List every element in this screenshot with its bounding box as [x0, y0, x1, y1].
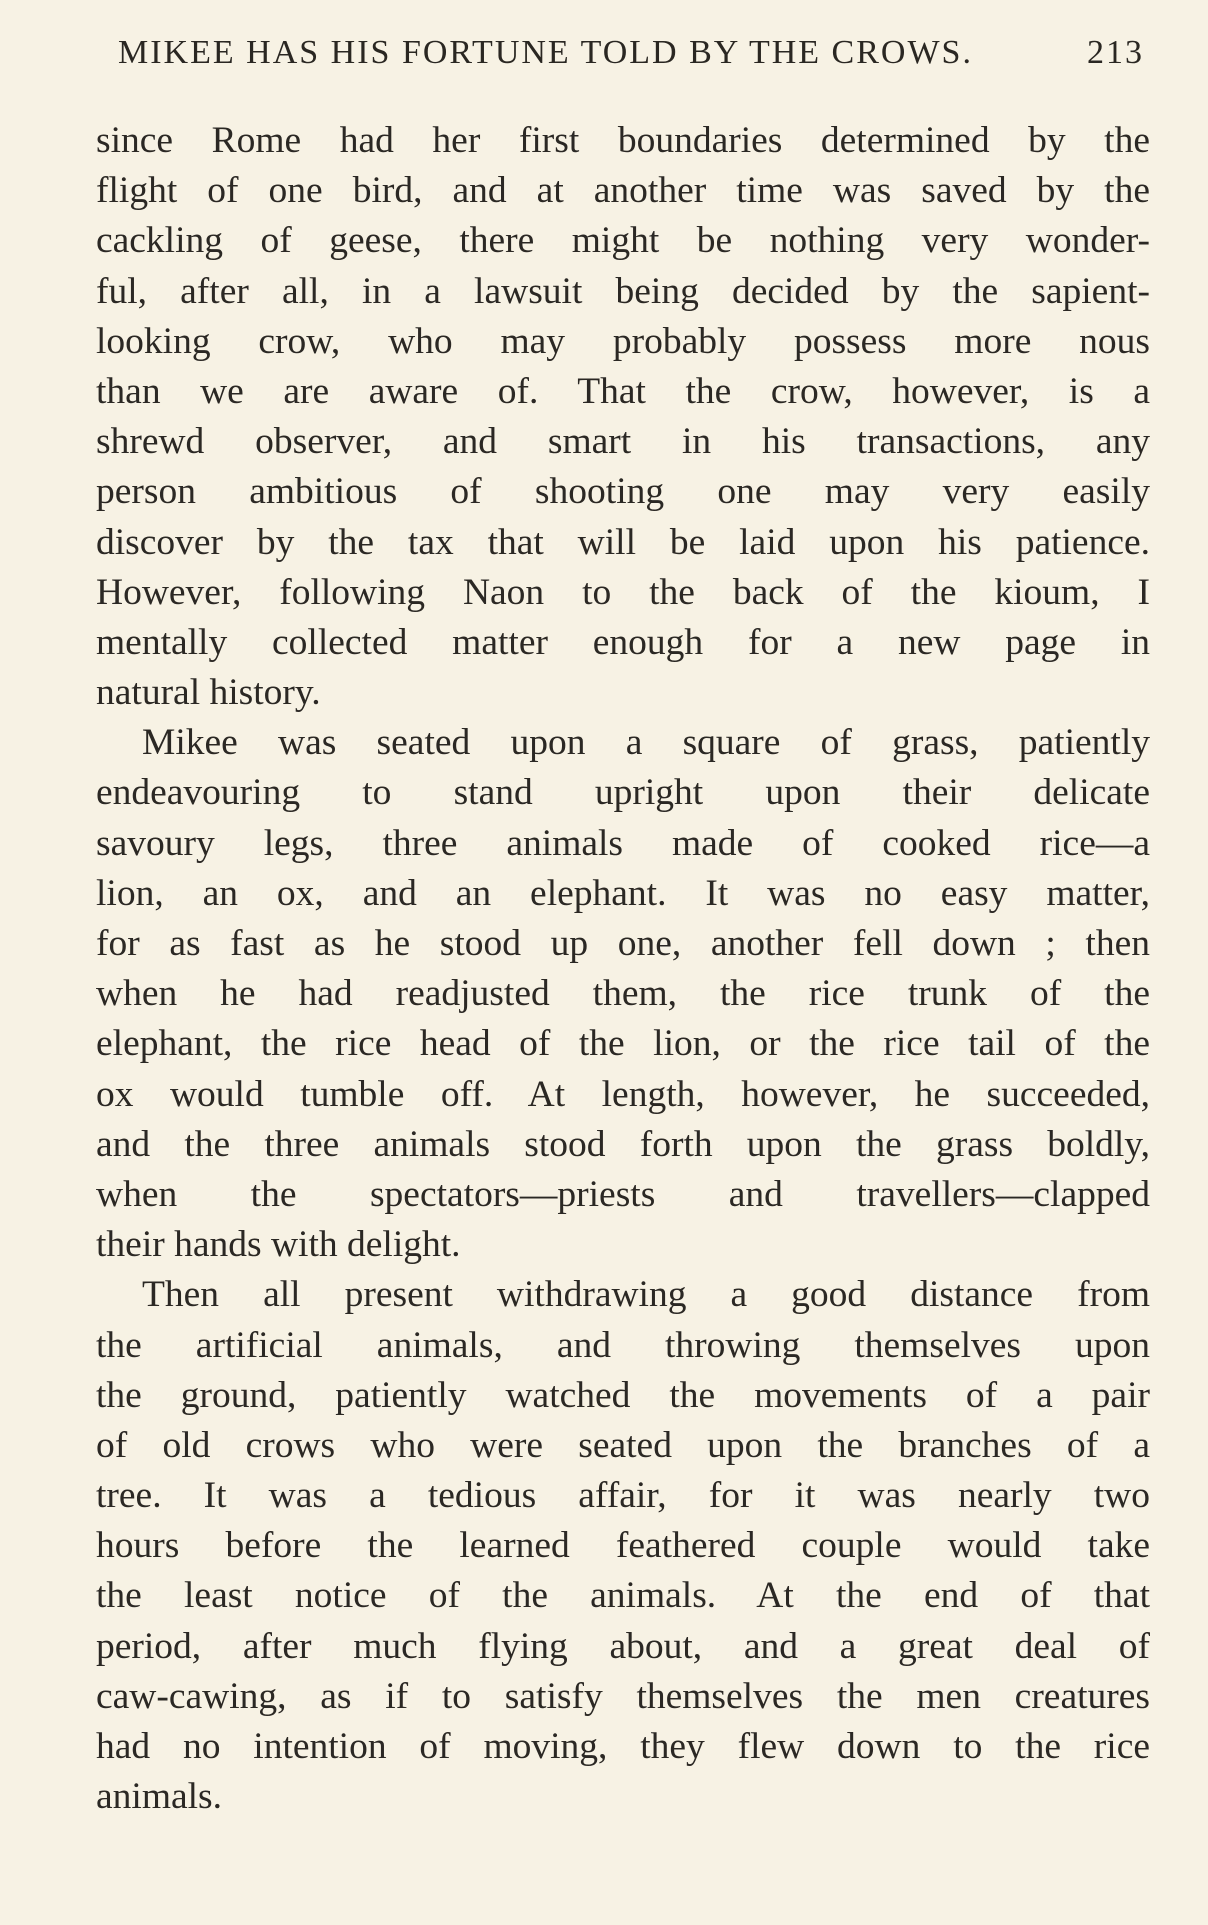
text-line: However, following Naon to the back of the kioum, I: [96, 571, 1150, 613]
text-line: had no intention of moving, they flew down to the rice: [96, 1726, 1150, 1767]
text-line: period, after much flying about, and a great deal of: [96, 1625, 1150, 1667]
text-line: flight of one bird, and at another time was saved by the: [96, 170, 1150, 212]
text-line: and the three animals stood forth upon the grass boldly,: [96, 1123, 1150, 1165]
text-line: Then all present withdrawing a good distance from: [142, 1274, 1150, 1316]
text-line: endeavouring to stand upright upon their delicate: [96, 772, 1150, 814]
text-line: savoury legs, three animals made of cooked rice—a: [96, 822, 1150, 864]
text-line: animals.: [96, 1776, 223, 1818]
text-line: hours before the learned feathered couple would take: [96, 1525, 1150, 1567]
text-line: shrewd observer, and smart in his transactions, any: [96, 421, 1150, 463]
paragraph-2: [96, 718, 1150, 1270]
text-line: the artificial animals, and throwing themselves upon: [96, 1324, 1150, 1366]
text-line: the ground, patiently watched the movements of a pair: [96, 1374, 1150, 1416]
body-text: [96, 116, 1150, 1822]
text-line: person ambitious of shooting one may very easily: [96, 471, 1150, 513]
text-line: tree. It was a tedious affair, for it was nearly two: [96, 1475, 1150, 1517]
text-line: mentally collected matter enough for a new page in: [96, 621, 1150, 663]
text-line: Mikee was seated upon a square of grass, patiently: [142, 722, 1150, 764]
text-line: when he had readjusted them, the rice trunk of the: [96, 973, 1150, 1015]
running-title: MIKEE HAS HIS FORTUNE TOLD BY THE CROWS.: [118, 34, 973, 71]
text-line: lion, an ox, and an elephant. It was no easy matter,: [96, 872, 1150, 914]
running-head: [96, 30, 1150, 82]
page-number: 213: [1087, 34, 1144, 71]
text-line: discover by the tax that will be laid upon his patience.: [96, 521, 1150, 563]
text-line: caw-cawing, as if to satisfy themselves the men creatures: [96, 1675, 1150, 1717]
text-line: elephant, the rice head of the lion, or the rice tail of the: [96, 1023, 1150, 1065]
text-line: cackling of geese, there might be nothing very wonder-: [96, 220, 1150, 262]
text-line: looking crow, who may probably possess more nous: [96, 320, 1150, 362]
paragraph-1: [96, 116, 1150, 718]
text-line: the least notice of the animals. At the end of that: [96, 1575, 1150, 1617]
text-line: of old crows who were seated upon the branches of a: [96, 1424, 1150, 1466]
text-line: than we are aware of. That the crow, however, is a: [96, 370, 1150, 412]
text-line: natural history.: [96, 672, 321, 714]
text-line: their hands with delight.: [96, 1224, 461, 1266]
text-line: ox would tumble off. At length, however, he succeeded,: [96, 1073, 1150, 1115]
text-line: for as fast as he stood up one, another fell down ; then: [96, 923, 1150, 964]
text-line: since Rome had her first boundaries determined by the: [96, 120, 1150, 161]
text-line: when the spectators—priests and travellers—clapped: [96, 1173, 1150, 1215]
paragraph-3: [96, 1270, 1150, 1822]
text-line: ful, after all, in a lawsuit being decided by the sapient-: [96, 270, 1150, 312]
